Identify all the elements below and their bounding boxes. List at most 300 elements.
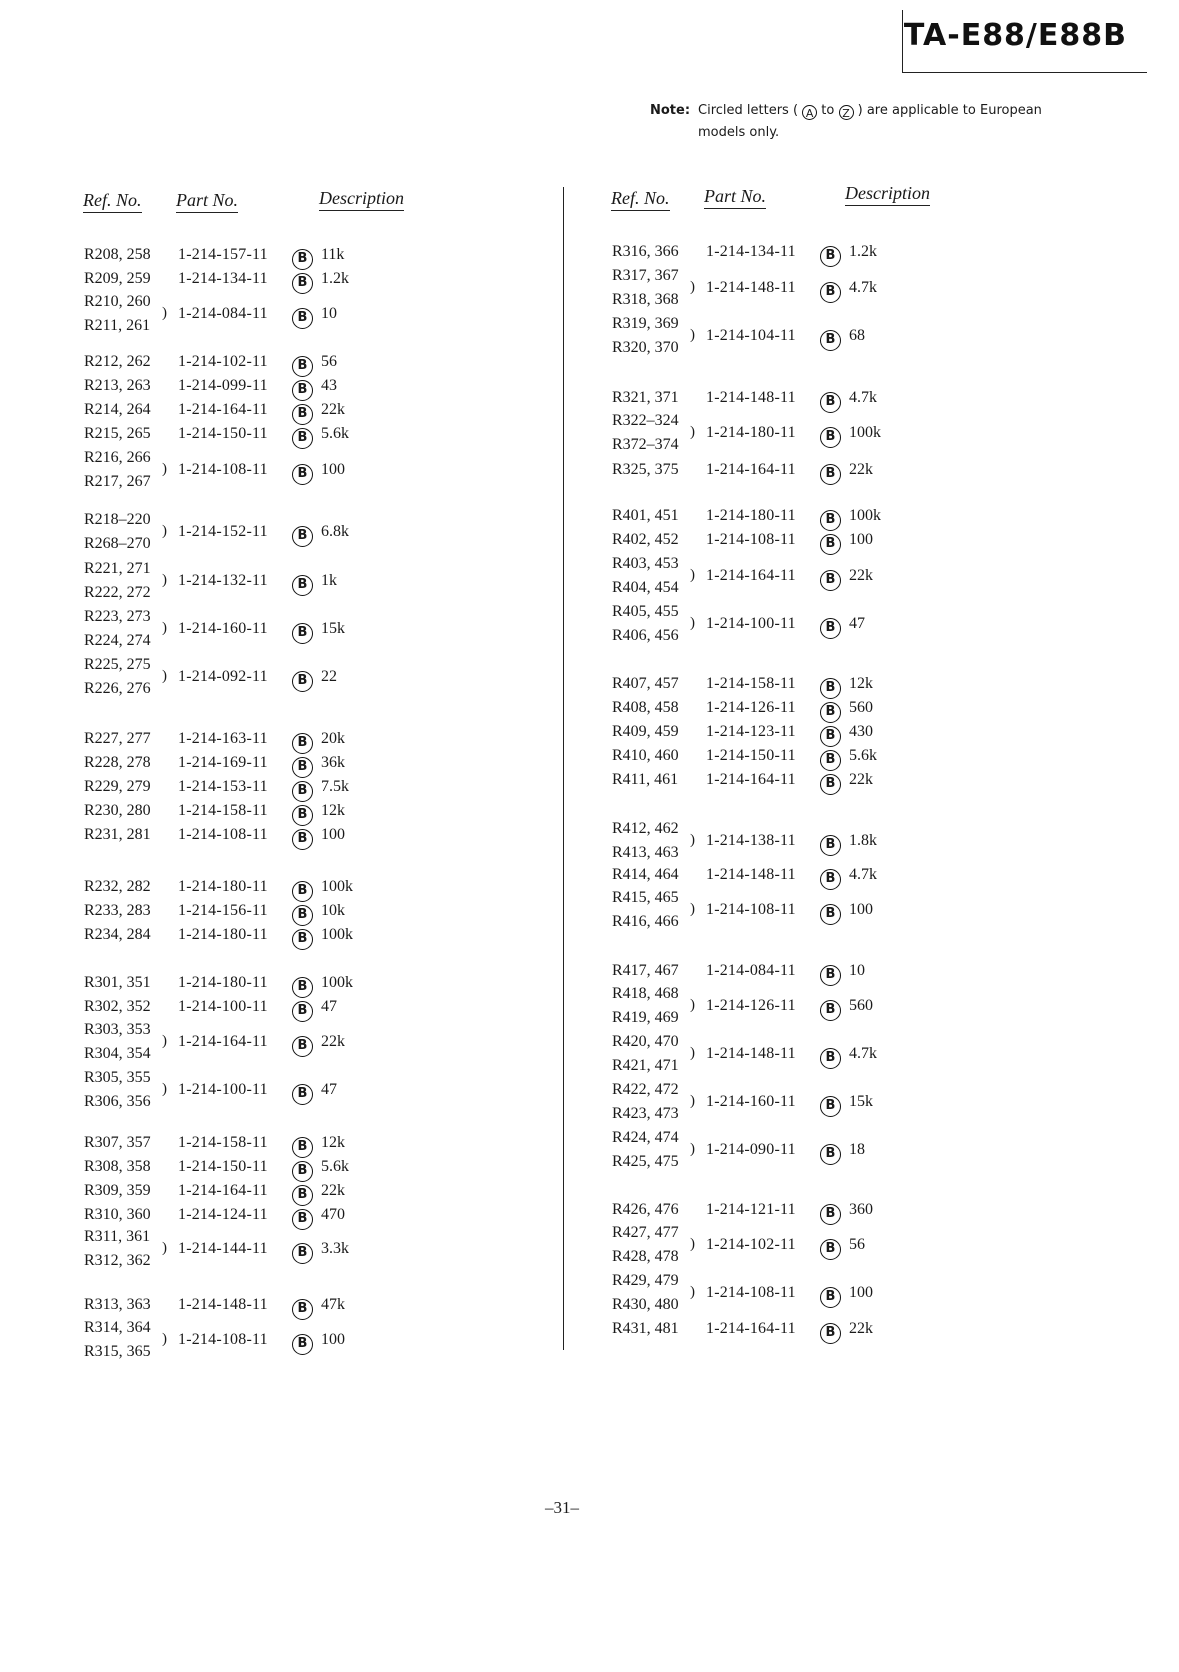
ref-no-line: R325, 375 — [612, 461, 679, 478]
part-no-cell: 1-214-150-11 — [178, 425, 268, 442]
description-cell — [820, 1201, 873, 1225]
parts-row — [84, 511, 444, 552]
resistance-value: 22k — [321, 1033, 345, 1050]
ref-no-line: R304, 354 — [84, 1045, 151, 1062]
part-no-cell: 1-214-099-11 — [178, 377, 268, 394]
resistance-value: 15k — [849, 1093, 873, 1110]
ref-no-line: R218–220 — [84, 511, 151, 528]
resistance-value: 470 — [321, 1206, 345, 1223]
description-cell — [292, 1158, 349, 1182]
ref-no-line: R405, 455 — [612, 603, 679, 620]
group-bracket: ) — [690, 901, 695, 917]
ref-no-line: R421, 471 — [612, 1057, 679, 1074]
ref-no-line: R233, 283 — [84, 902, 151, 919]
circled-b-icon: B — [292, 733, 313, 754]
circled-b-icon: B — [292, 526, 313, 547]
part-no-cell: 1-214-108-11 — [178, 1331, 268, 1348]
description-cell — [292, 1331, 345, 1355]
resistance-value: 12k — [321, 802, 345, 819]
circled-b-icon: B — [292, 1299, 313, 1320]
ref-no-line: R306, 356 — [84, 1093, 151, 1110]
description-cell — [820, 424, 881, 448]
description-cell — [820, 962, 865, 986]
resistance-value: 1.2k — [321, 270, 349, 287]
description-cell — [820, 279, 877, 303]
parts-row — [84, 826, 444, 850]
ref-no-line: R417, 467 — [612, 962, 679, 979]
description-cell — [820, 531, 873, 555]
ref-no-line: R404, 454 — [612, 579, 679, 596]
ref-no-line: R426, 476 — [612, 1201, 679, 1218]
resistance-value: 560 — [849, 699, 873, 716]
group-bracket: ) — [162, 1033, 167, 1049]
parts-row — [84, 401, 444, 425]
part-no-cell: 1-214-108-11 — [178, 826, 268, 843]
part-no-cell: 1-214-160-11 — [706, 1093, 796, 1110]
circled-b-icon: B — [292, 1209, 313, 1230]
parts-row — [84, 1021, 444, 1062]
part-no-cell: 1-214-152-11 — [178, 523, 268, 540]
resistance-value: 68 — [849, 327, 865, 344]
circled-b-icon: B — [820, 750, 841, 771]
ref-no-line: R415, 465 — [612, 889, 679, 906]
description-cell — [820, 747, 877, 771]
resistance-value: 1k — [321, 572, 337, 589]
part-no-cell: 1-214-138-11 — [706, 832, 796, 849]
resistance-value: 100 — [321, 826, 345, 843]
resistance-value: 100k — [321, 878, 353, 895]
ref-no-line: R322–324 — [612, 412, 679, 429]
circled-b-icon: B — [820, 726, 841, 747]
ref-no-line: R227, 277 — [84, 730, 151, 747]
resistance-value: 3.3k — [321, 1240, 349, 1257]
ref-no-line: R217, 267 — [84, 473, 151, 490]
parts-row — [84, 878, 444, 902]
ref-no-line: R410, 460 — [612, 747, 679, 764]
part-no-cell: 1-214-134-11 — [706, 243, 796, 260]
description-cell — [820, 243, 877, 267]
parts-row — [612, 675, 972, 699]
group-bracket: ) — [162, 620, 167, 636]
circled-b-icon: B — [292, 929, 313, 950]
ref-no-line: R317, 367 — [612, 267, 679, 284]
group-bracket: ) — [690, 832, 695, 848]
circled-b-icon: B — [292, 404, 313, 425]
description-cell — [292, 1033, 345, 1057]
ref-no-line: R213, 263 — [84, 377, 151, 394]
group-bracket: ) — [690, 1284, 695, 1300]
part-no-cell: 1-214-158-11 — [706, 675, 796, 692]
ref-no-line: R429, 479 — [612, 1272, 679, 1289]
part-no-cell: 1-214-148-11 — [706, 1045, 796, 1062]
description-cell — [292, 802, 345, 826]
left-ref-no-header: Ref. No. — [83, 190, 142, 213]
part-no-cell: 1-214-084-11 — [706, 962, 796, 979]
description-cell — [820, 723, 873, 747]
ref-no-line: R424, 474 — [612, 1129, 679, 1146]
circled-b-icon: B — [292, 1243, 313, 1264]
circled-b-icon: B — [292, 623, 313, 644]
parts-row — [612, 461, 972, 485]
description-cell — [292, 305, 337, 329]
description-cell — [292, 1240, 349, 1264]
circled-b-icon: B — [292, 1001, 313, 1022]
parts-row — [84, 1228, 444, 1269]
description-cell — [820, 997, 873, 1021]
group-bracket: ) — [690, 997, 695, 1013]
circled-b-icon: B — [820, 1144, 841, 1165]
description-cell — [820, 699, 873, 723]
description-cell — [292, 926, 353, 950]
parts-row — [84, 377, 444, 401]
ref-no-line: R314, 364 — [84, 1319, 151, 1336]
resistance-value: 56 — [849, 1236, 865, 1253]
parts-row — [612, 1033, 972, 1074]
parts-row — [612, 531, 972, 555]
parts-row — [612, 771, 972, 795]
part-no-cell: 1-214-108-11 — [706, 901, 796, 918]
part-no-cell: 1-214-092-11 — [178, 668, 268, 685]
note-text-before: Circled letters ( — [698, 103, 799, 118]
model-title: TA-E88/E88B — [903, 18, 1127, 53]
group-bracket: ) — [162, 523, 167, 539]
description-cell — [820, 567, 873, 591]
resistance-value: 10 — [321, 305, 337, 322]
resistance-value: 7.5k — [321, 778, 349, 795]
circled-b-icon: B — [292, 781, 313, 802]
resistance-value: 20k — [321, 730, 345, 747]
part-no-cell: 1-214-124-11 — [178, 1206, 268, 1223]
part-no-cell: 1-214-150-11 — [178, 1158, 268, 1175]
ref-no-line: R212, 262 — [84, 353, 151, 370]
circled-b-icon: B — [292, 380, 313, 401]
ref-no-line: R209, 259 — [84, 270, 151, 287]
part-no-cell: 1-214-164-11 — [178, 1182, 268, 1199]
circled-b-icon: B — [820, 774, 841, 795]
ref-no-line: R303, 353 — [84, 1021, 151, 1038]
parts-row — [84, 353, 444, 377]
ref-no-line: R223, 273 — [84, 608, 151, 625]
part-no-cell: 1-214-126-11 — [706, 997, 796, 1014]
resistance-value: 560 — [849, 997, 873, 1014]
circled-b-icon: B — [292, 1185, 313, 1206]
parts-row — [84, 425, 444, 449]
resistance-value: 15k — [321, 620, 345, 637]
description-cell — [292, 1081, 337, 1105]
circled-b-icon: B — [820, 678, 841, 699]
group-bracket: ) — [690, 279, 695, 295]
resistance-value: 43 — [321, 377, 337, 394]
circled-b-icon: B — [820, 330, 841, 351]
resistance-value: 5.6k — [849, 747, 877, 764]
ref-no-line: R268–270 — [84, 535, 151, 552]
right-ref-no-header: Ref. No. — [611, 188, 670, 211]
part-no-cell: 1-214-108-11 — [706, 1284, 796, 1301]
description-cell — [292, 523, 349, 547]
ref-no-line: R411, 461 — [612, 771, 679, 788]
parts-row — [84, 270, 444, 294]
description-cell — [820, 1284, 873, 1308]
circled-b-icon: B — [820, 1239, 841, 1260]
ref-no-line: R319, 369 — [612, 315, 679, 332]
description-cell — [292, 878, 353, 902]
resistance-value: 22k — [321, 401, 345, 418]
ref-no-line: R310, 360 — [84, 1206, 151, 1223]
ref-no-line: R302, 352 — [84, 998, 151, 1015]
description-cell — [820, 675, 873, 699]
parts-row — [612, 389, 972, 413]
ref-no-line: R403, 453 — [612, 555, 679, 572]
description-cell — [292, 1182, 345, 1206]
parts-row — [84, 926, 444, 950]
description-cell — [820, 1045, 877, 1069]
part-no-cell: 1-214-100-11 — [178, 998, 268, 1015]
description-cell — [292, 377, 337, 401]
note-text-after: ) are applicable to European models only. — [698, 103, 1042, 140]
part-no-cell: 1-214-148-11 — [706, 279, 796, 296]
column-divider — [563, 187, 564, 1350]
ref-no-line: R413, 463 — [612, 844, 679, 861]
description-cell — [292, 270, 349, 294]
circled-b-icon: B — [292, 1084, 313, 1105]
description-cell — [820, 771, 873, 795]
parts-row — [84, 246, 444, 270]
resistance-value: 1.8k — [849, 832, 877, 849]
description-cell — [292, 754, 345, 778]
resistance-value: 100k — [321, 926, 353, 943]
resistance-value: 22k — [321, 1182, 345, 1199]
circled-b-icon: B — [820, 1204, 841, 1225]
parts-row — [84, 1134, 444, 1158]
part-no-cell: 1-214-108-11 — [706, 531, 796, 548]
parts-row — [612, 315, 972, 356]
ref-no-line: R316, 366 — [612, 243, 679, 260]
resistance-value: 4.7k — [849, 866, 877, 883]
part-no-cell: 1-214-164-11 — [706, 771, 796, 788]
group-bracket: ) — [162, 668, 167, 684]
description-cell — [820, 327, 865, 351]
ref-no-line: R402, 452 — [612, 531, 679, 548]
ref-no-line: R224, 274 — [84, 632, 151, 649]
part-no-cell: 1-214-180-11 — [178, 974, 268, 991]
parts-row — [612, 555, 972, 596]
part-no-cell: 1-214-164-11 — [178, 401, 268, 418]
description-cell — [292, 246, 344, 270]
parts-row — [84, 1158, 444, 1182]
ref-no-line: R210, 260 — [84, 293, 151, 310]
part-no-cell: 1-214-158-11 — [178, 1134, 268, 1151]
circled-b-icon: B — [292, 1137, 313, 1158]
ref-no-line: R228, 278 — [84, 754, 151, 771]
parts-row — [612, 603, 972, 644]
ref-no-line: R214, 264 — [84, 401, 151, 418]
description-cell — [292, 1206, 345, 1230]
part-no-cell: 1-214-164-11 — [706, 461, 796, 478]
group-bracket: ) — [690, 615, 695, 631]
part-no-cell: 1-214-158-11 — [178, 802, 268, 819]
part-no-cell: 1-214-164-11 — [706, 1320, 796, 1337]
parts-row — [84, 778, 444, 802]
note-label: Note: — [650, 103, 691, 118]
description-cell — [820, 1236, 865, 1260]
parts-row — [612, 507, 972, 531]
resistance-value: 360 — [849, 1201, 873, 1218]
circled-b-icon: B — [820, 618, 841, 639]
resistance-value: 6.8k — [321, 523, 349, 540]
resistance-value: 36k — [321, 754, 345, 771]
description-cell — [292, 572, 337, 596]
parts-row — [612, 267, 972, 308]
description-cell — [820, 1093, 873, 1117]
part-no-cell: 1-214-169-11 — [178, 754, 268, 771]
part-no-cell: 1-214-164-11 — [706, 567, 796, 584]
ref-no-line: R318, 368 — [612, 291, 679, 308]
parts-row — [612, 243, 972, 267]
part-no-cell: 1-214-121-11 — [706, 1201, 796, 1218]
resistance-value: 47 — [321, 998, 337, 1015]
circled-b-icon: B — [820, 904, 841, 925]
description-cell — [820, 615, 865, 639]
ref-no-line: R232, 282 — [84, 878, 151, 895]
ref-no-line: R416, 466 — [612, 913, 679, 930]
part-no-cell: 1-214-180-11 — [178, 878, 268, 895]
ref-no-line: R406, 456 — [612, 627, 679, 644]
part-no-cell: 1-214-144-11 — [178, 1240, 268, 1257]
resistance-value: 5.6k — [321, 425, 349, 442]
resistance-value: 5.6k — [321, 1158, 349, 1175]
parts-row — [612, 1081, 972, 1122]
description-cell — [820, 1141, 865, 1165]
resistance-value: 47 — [321, 1081, 337, 1098]
group-bracket: ) — [690, 567, 695, 583]
part-no-cell: 1-214-126-11 — [706, 699, 796, 716]
resistance-value: 100 — [849, 901, 873, 918]
part-no-cell: 1-214-150-11 — [706, 747, 796, 764]
description-cell — [292, 902, 345, 926]
parts-row — [84, 656, 444, 697]
circled-b-icon: B — [820, 510, 841, 531]
resistance-value: 100 — [849, 1284, 873, 1301]
parts-row — [84, 1069, 444, 1110]
parts-row — [84, 974, 444, 998]
resistance-value: 430 — [849, 723, 873, 740]
resistance-value: 10k — [321, 902, 345, 919]
resistance-value: 47 — [849, 615, 865, 632]
ref-no-line: R423, 473 — [612, 1105, 679, 1122]
ref-no-line: R309, 359 — [84, 1182, 151, 1199]
circled-b-icon: B — [292, 1036, 313, 1057]
parts-row — [84, 730, 444, 754]
circled-b-icon: B — [292, 1334, 313, 1355]
parts-row — [612, 723, 972, 747]
ref-no-line: R422, 472 — [612, 1081, 679, 1098]
resistance-value: 22k — [849, 1320, 873, 1337]
resistance-value: 10 — [849, 962, 865, 979]
parts-row — [84, 293, 444, 334]
circled-b-icon: B — [820, 464, 841, 485]
parts-row — [612, 1224, 972, 1265]
part-no-cell: 1-214-134-11 — [178, 270, 268, 287]
circled-z-icon: Z — [839, 105, 854, 120]
group-bracket: ) — [162, 1081, 167, 1097]
parts-row — [612, 866, 972, 890]
ref-no-line: R419, 469 — [612, 1009, 679, 1026]
ref-no-line: R222, 272 — [84, 584, 151, 601]
part-no-cell: 1-214-104-11 — [706, 327, 796, 344]
circled-b-icon: B — [820, 965, 841, 986]
group-bracket: ) — [690, 424, 695, 440]
description-cell — [292, 998, 337, 1022]
group-bracket: ) — [162, 461, 167, 477]
part-no-cell: 1-214-148-11 — [706, 866, 796, 883]
ref-no-line: R308, 358 — [84, 1158, 151, 1175]
circled-b-icon: B — [292, 249, 313, 270]
circled-b-icon: B — [292, 829, 313, 850]
circled-b-icon: B — [820, 534, 841, 555]
group-bracket: ) — [690, 1141, 695, 1157]
group-bracket: ) — [162, 1331, 167, 1347]
resistance-value: 4.7k — [849, 389, 877, 406]
circled-b-icon: B — [820, 1096, 841, 1117]
resistance-value: 100 — [321, 461, 345, 478]
part-no-cell: 1-214-180-11 — [706, 507, 796, 524]
circled-b-icon: B — [292, 881, 313, 902]
circled-b-icon: B — [820, 570, 841, 591]
description-cell — [820, 507, 881, 531]
part-no-cell: 1-214-100-11 — [706, 615, 796, 632]
ref-no-line: R230, 280 — [84, 802, 151, 819]
description-cell — [820, 389, 877, 413]
parts-row — [612, 962, 972, 986]
parts-row — [612, 889, 972, 930]
description-cell — [292, 401, 345, 425]
description-cell — [820, 901, 873, 925]
note-text — [698, 100, 1088, 144]
description-cell — [292, 778, 349, 802]
ref-no-line: R231, 281 — [84, 826, 151, 843]
group-bracket: ) — [162, 305, 167, 321]
left-part-no-header: Part No. — [176, 190, 238, 213]
part-no-cell: 1-214-102-11 — [178, 353, 268, 370]
description-cell — [292, 353, 337, 377]
circled-b-icon: B — [292, 977, 313, 998]
model-header-box — [902, 10, 1147, 73]
circled-b-icon: B — [292, 757, 313, 778]
resistance-value: 4.7k — [849, 1045, 877, 1062]
resistance-value: 100k — [321, 974, 353, 991]
group-bracket: ) — [690, 1236, 695, 1252]
parts-row — [84, 608, 444, 649]
resistance-value: 12k — [849, 675, 873, 692]
circled-b-icon: B — [820, 282, 841, 303]
page-number: –31– — [545, 1498, 579, 1517]
ref-no-line: R427, 477 — [612, 1224, 679, 1241]
parts-row — [612, 412, 972, 453]
circled-b-icon: B — [292, 1161, 313, 1182]
ref-no-line: R225, 275 — [84, 656, 151, 673]
ref-no-line: R372–374 — [612, 436, 679, 453]
right-part-no-header: Part No. — [704, 186, 766, 209]
group-bracket: ) — [690, 1045, 695, 1061]
parts-row — [84, 902, 444, 926]
resistance-value: 22k — [849, 461, 873, 478]
part-no-cell: 1-214-164-11 — [178, 1033, 268, 1050]
parts-row — [84, 560, 444, 601]
ref-no-line: R401, 451 — [612, 507, 679, 524]
parts-row — [84, 1206, 444, 1230]
circled-b-icon: B — [820, 246, 841, 267]
ref-no-line: R409, 459 — [612, 723, 679, 740]
